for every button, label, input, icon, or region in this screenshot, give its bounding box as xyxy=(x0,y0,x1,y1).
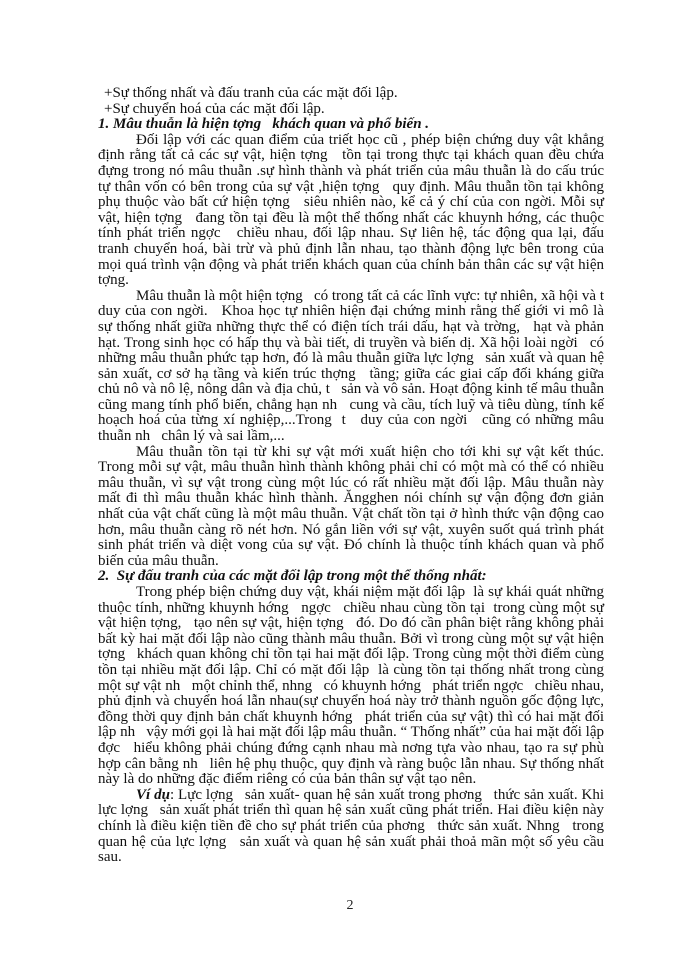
section1-heading: 1. Mâu thuẫn là hiện tợng khách quan và phổ biến . xyxy=(98,116,430,133)
section1-paragraph-2: Mâu thuẫn là một hiện tợng có trong tất cả các lĩnh vực: tự nhiên, xã hội và t duy của con ngời. Khoa học tự nhiên hiện đại chứng minh rằng thế giới vi mô là sự thống nhất giữa những thực thể có điện tích trái dấu, hạt và trờng, hạt và phản hạt. Trong sinh học có hấp thụ và bài tiết, di truyền và biến dị. Xã hội loài ngời có những mâu thuẫn phức tạp hơn, đó là mâu thuẫn giữa lực lợng sản xuất và quan hệ sản xuất, cơ sở hạ tầng và kiến trúc thợng tầng; giữa các giai cấp đối kháng giữa chủ nô và nô lệ, nông dân và địa chủ, t sản và vô sản. Hoạt động kinh tế mâu thuẫn cũng mang tính phổ biến, chẳng hạn nh cung và cầu, tích luỹ và tiêu dùng, tính kế hoạch hoá của từng xí nghiệp,...Trong t duy của con ngời cũng có những mâu thuẫn nh chân lý và sai lầm,... xyxy=(98,287,616,445)
page-number: 2 xyxy=(346,898,354,913)
page-content xyxy=(98,85,616,866)
intro-line-1: +Sự thống nhất và đấu tranh của các mặt đối lập. xyxy=(104,85,398,101)
section1-paragraph-1: Đối lập với các quan điểm của triết học cũ , phép biện chứng duy vật khẳng định rằng tất cả các sự vật, hiện tợng tồn tại trong thực tại khách quan đều chứa đựng trong nó mâu thuẫn .sự hình thành và phát triển của mâu thuẫn là do cấu trúc tự thân vốn có bên trong của sự vật ,hiện tợng quy định. Mâu thuẫn tồn tại không phụ thuộc vào bất cứ hiện tợng siêu nhiên nào, kể cả ý chí của con ngời. Mỗi sự vật, hiện tợng đang tồn tại đều là một thể thống nhất các khuynh hớng, các thuộc tính phát triển ngợc chiều nhau, đối lập nhau. Sự liên hệ, tác động qua lại, đấu tranh chuyển hoá, bài trừ và phủ định lẫn nhau, tạo thành động lực bên trong của mọi quá trình vận động và phát triển khách quan của chính bản thân các sự vật hiện tợng. xyxy=(98,131,608,289)
example-label: Ví dụ xyxy=(136,786,170,803)
intro-line-2: +Sự chuyển hoá của các mặt đối lập. xyxy=(104,100,325,117)
section2-paragraph-1: Trong phép biện chứng duy vật, khái niệm mặt đối lập là sự khái quát những thuộc tính, những khuynh hớng ngợc chiều nhau cùng tồn tại trong cùng một sự vật hiện tợng, tạo nên sự vật, hiện tợng đó. Do đó cần phân biệt rằng không phải bất kỳ hai mặt đối lập nào cũng thành mâu thuẫn. Bởi vì trong cùng một sự vật hiện tợng khách quan không chỉ tồn tại hai mặt đối lập. Trong cùng một thời điểm cùng tồn tại nhiều mặt đối lập. Chỉ có mặt đối lập là cùng tồn tại thống nhất trong cùng một sự vật nh một chỉnh thể, nhng có khuynh hớng phát triển ngợc chiều nhau, phủ định và chuyển hoá lẫn nhau(sự chuyển hoá này trở thành nguồn gốc động lực, đồng thời quy định bản chất khuynh hớng phát triển của sự vật) thì có hai mặt đối lập nh vậy mới gọi là hai mặt đối lập mâu thuẫn. “ Thống nhất” của hai mặt đối lập đợc hiểu không phải chúng đứng cạnh nhau mà nơng tựa vào nhau, tạo ra sự phù hợp cân bằng nh liên hệ phụ thuộc, quy định và ràng buộc lẫn nhau. Sự thống nhất này là do những đặc điểm riêng có của bản thân sự vật tạo nên. xyxy=(98,584,608,788)
example-text: : Lực lợng sản xuất- quan hệ sản xuất trong phơng thức sản xuất. Khi lực lợng sản xuất phát triển thì quan hệ sản xuất cũng phát triển. Hai điều kiện này chính là điều kiện tiền đề cho sự phát triển của phơng thức sản xuất. Nhng trong quan hệ của lực lợng sản xuất và quan hệ sản xuất phải thoả mãn một số yêu cầu sau. xyxy=(98,786,612,866)
section1-paragraph-3: Mâu thuẫn tồn tại từ khi sự vật mới xuất hiện cho tới khi sự vật kết thúc. Trong mỗi sự vật, mâu thuẫn hình thành không phải chỉ có một mà có thể có nhiều mâu thuẫn, vì sự vật trong cùng một lúc có rất nhiều mặt đối lập. Mâu thuẫn này mất đi thì mâu thuẫn khác hình thành. Ăngghen nói chính sự vận động đơn giản nhất của vật chất cũng là một mâu thuẫn. Vật chất tồn tại ở hình thức vận động cao hơn, mâu thuẫn càng rõ nét hơn. Nó gắn liền với sự vật, xuyên suốt quá trình phát sinh phát triển và diệt vong của sự vật. Đó chính là thuộc tính khách quan và phổ biến của mâu thuẫn. xyxy=(98,443,608,569)
section2-example-paragraph xyxy=(98,786,612,866)
section2-heading: 2. Sự đấu tranh của các mặt đối lập trong một thể thống nhất: xyxy=(98,568,487,585)
